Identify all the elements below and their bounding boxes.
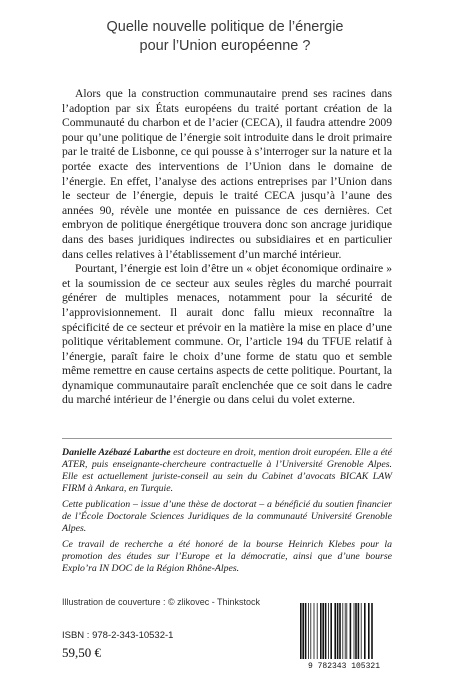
barcode-bar <box>325 603 327 659</box>
barcode-bar <box>310 603 311 659</box>
barcode-bar <box>342 603 343 659</box>
barcode-bar <box>371 603 373 659</box>
barcode-bar <box>354 603 355 659</box>
author-name: Danielle Azébazé Labarthe <box>62 447 171 458</box>
cover-credit: Illustration de couverture : © zlikovec - Thinkstock <box>62 597 261 607</box>
barcode-bar <box>320 603 322 659</box>
barcode-bar <box>300 603 302 659</box>
author-bio <box>62 447 392 579</box>
isbn: ISBN : 978-2-343-10532-1 <box>62 630 174 641</box>
author-bio-paragraph-2: Cette publication – issue d’une thèse de doctorat – a bénéficié du soutien financier de l’École Doctorale Sciences Juridiques de la communauté Université Grenoble Alpes. <box>62 499 392 534</box>
barcode-bar <box>350 603 352 659</box>
title-line-1: Quelle nouvelle politique de l’énergie <box>106 19 344 35</box>
barcode-bar <box>364 603 366 659</box>
barcode-bars <box>298 603 390 661</box>
barcode-bar <box>358 603 360 659</box>
barcode-bar <box>317 603 318 659</box>
barcode-bar <box>322 603 324 659</box>
barcode-bar <box>368 603 370 659</box>
author-bio-paragraph-3: Ce travail de recherche a été honoré de la bourse Heinrich Klebes pour la promotion des études sur l’Europe et la démocratie, ainsi que d’une bourse Explo’ra IN DOC de la Région Rhône-Alpes. <box>62 539 392 574</box>
barcode-bar <box>345 603 346 659</box>
barcode-bar <box>355 603 357 659</box>
barcode-bar <box>330 603 332 659</box>
author-bio-paragraph-1 <box>62 447 392 495</box>
barcode-bar <box>305 603 307 659</box>
barcode-bar <box>337 603 339 659</box>
barcode-bar <box>328 603 329 659</box>
barcode-bar <box>346 603 347 659</box>
author-bio-text-1: est docteure en droit, mention droit européen. Elle a été ATER, puis enseignante-chercheure contractuelle à l’Université Grenoble Alpes. Elle est actuellement juriste-conseil au sein du Cabinet d’avocats BICAK LAW FIRM à Ankara, en Turquie. <box>62 447 393 494</box>
book-title <box>0 18 450 56</box>
barcode-digits: 9 782343 105321 <box>307 662 380 671</box>
barcode-bar <box>339 603 341 659</box>
back-cover-summary <box>62 87 392 408</box>
title-line-2: pour l’Union européenne ? <box>139 38 311 54</box>
divider <box>62 438 392 439</box>
barcode-bar <box>308 603 309 659</box>
price: 59,50 € <box>62 645 101 660</box>
barcode-bar <box>361 603 362 659</box>
barcode-bar <box>302 603 304 659</box>
barcode-bar <box>314 603 315 659</box>
summary-paragraph-1: Alors que la construction communautaire prend ses racines dans l’adoption par six États européens du traité portant création de la Communauté du charbon et de l’acier (CECA), il faudra attendre 2009 pour qu’une politique de l’énergie soit introduite dans le droit primaire par le traité de Lisbonne, ce qui pousse à s’interroger sur la nature et la portée exacte des interventions de l’Union dans le domaine de l’énergie. En effet, l’analyse des actions entreprises par l’Union dans le secteur de l’énergie, depuis le traité CECA jusqu’à l’aune des années 90, révèle une montée en puissance de ces dernières. Cet embryon de politique énergétique trouvera donc son ancrage juridique dans des bases juridiques indirectes ou subsidiaires et en particulier dans celles relatives à l’établissement d’un marché intérieur. <box>62 87 392 261</box>
summary-paragraph-2: Pourtant, l’énergie est loin d’être un « objet économique ordinaire » et la soumission de ce secteur aux seules règles du marché pourrait générer de multiples menaces, notamment pour la sécurité de l’approvisionnement. Il aurait donc fallu mieux reconnaître la spécificité de ce secteur et prévoir en la matière la mise en place d’une politique véritablement commune. Or, l’article 194 du TFUE relatif à l’énergie, paraît faire le choix d’une forme de statu quo et semble même remettre en cause certains aspects de cette politique. Pourtant, la dynamique communautaire paraît enclenchée que ce soit dans le cadre du marché intérieur de l’énergie ou dans celui du volet externe. <box>62 262 392 407</box>
barcode-bar <box>334 603 336 659</box>
barcode <box>294 601 394 673</box>
